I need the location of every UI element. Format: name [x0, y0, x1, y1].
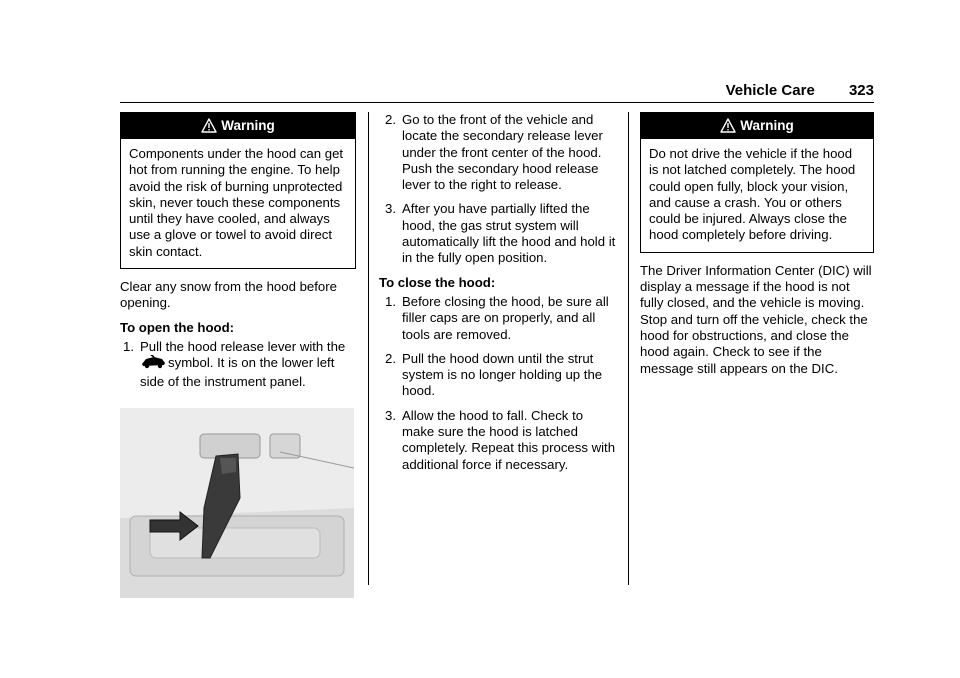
step-number: 1.: [123, 338, 134, 354]
warning-title: Warning: [740, 118, 794, 133]
step-number: 1.: [385, 293, 396, 309]
list-item: [382, 201, 618, 266]
section-title: Vehicle Care: [725, 82, 815, 99]
page-number: 323: [848, 82, 874, 99]
step-text: After you have partially lifted the hood, the gas strut system will automatically lift the hood and hold it in the fully open position.: [402, 201, 616, 266]
column-divider-2: [628, 112, 629, 585]
list-item: [120, 339, 356, 390]
step-number: 2.: [385, 112, 396, 127]
close-hood-heading: To close the hood:: [379, 274, 496, 290]
warning-icon: [201, 118, 217, 133]
header-rule: [120, 102, 874, 103]
warning-icon: [720, 118, 736, 133]
warning-body: Do not drive the vehicle if the hood is not latched completely. The hood could open fully, block your vision, and cause a crash. You or others could be injured. Always close the hood completely before driving.: [649, 146, 856, 243]
step-text: Before closing the hood, be sure all filler caps are on properly, and all tools are removed.: [402, 293, 609, 342]
step-number: 3.: [385, 407, 396, 423]
warning-header: [641, 113, 873, 139]
list-item: [382, 408, 618, 473]
step-text: Pull the hood down until the strut system is no longer holding up the hood.: [402, 350, 603, 399]
list-item: [382, 294, 618, 343]
middle-column: [379, 112, 618, 481]
right-column: [640, 112, 874, 385]
column-divider-1: [368, 112, 369, 585]
step-text: Go to the front of the vehicle and locate the secondary release lever under the front center of the hood. Push the secondary hood release lever to the right to release.: [402, 112, 603, 193]
warning-box-latch: [640, 112, 874, 253]
warning-box-heat: [120, 112, 356, 269]
hood-release-lever-illustration: [120, 408, 354, 598]
step-text: Pull the hood release lever with the: [140, 338, 346, 354]
list-item: [382, 351, 618, 400]
open-hood-heading: To open the hood:: [120, 319, 235, 335]
step-number: 3.: [385, 201, 396, 217]
close-steps-list: [382, 294, 618, 473]
hood-release-icon: [140, 355, 166, 373]
snow-paragraph: Clear any snow from the hood before opening.: [120, 279, 337, 311]
open-steps-list: [120, 339, 356, 390]
dic-paragraph: The Driver Information Center (DIC) will display a message if the hood is not fully closed, and the vehicle is moving. Stop and turn off the vehicle, check the hood for obstructions, and close the hood again. Check to see if the message still appears on the DIC.: [640, 262, 872, 376]
step-text: symbol. It is on the lower left side of the instrument panel.: [140, 355, 335, 389]
left-column: [120, 112, 356, 602]
page-header: [726, 82, 874, 99]
warning-title: Warning: [221, 118, 275, 133]
list-item: [382, 112, 618, 193]
warning-header: [121, 113, 355, 139]
warning-body: Components under the hood can get hot from running the engine. To help avoid the risk of burning unprotected skin, never touch these components until they have cooled, and always use a glove or towel to avoid direct skin contact.: [129, 146, 344, 259]
step-number: 2.: [385, 350, 396, 366]
step-text: Allow the hood to fall. Check to make sure the hood is latched completely. Repeat this process with additional force if necessary.: [402, 407, 616, 472]
open-steps-continued: [382, 112, 618, 267]
